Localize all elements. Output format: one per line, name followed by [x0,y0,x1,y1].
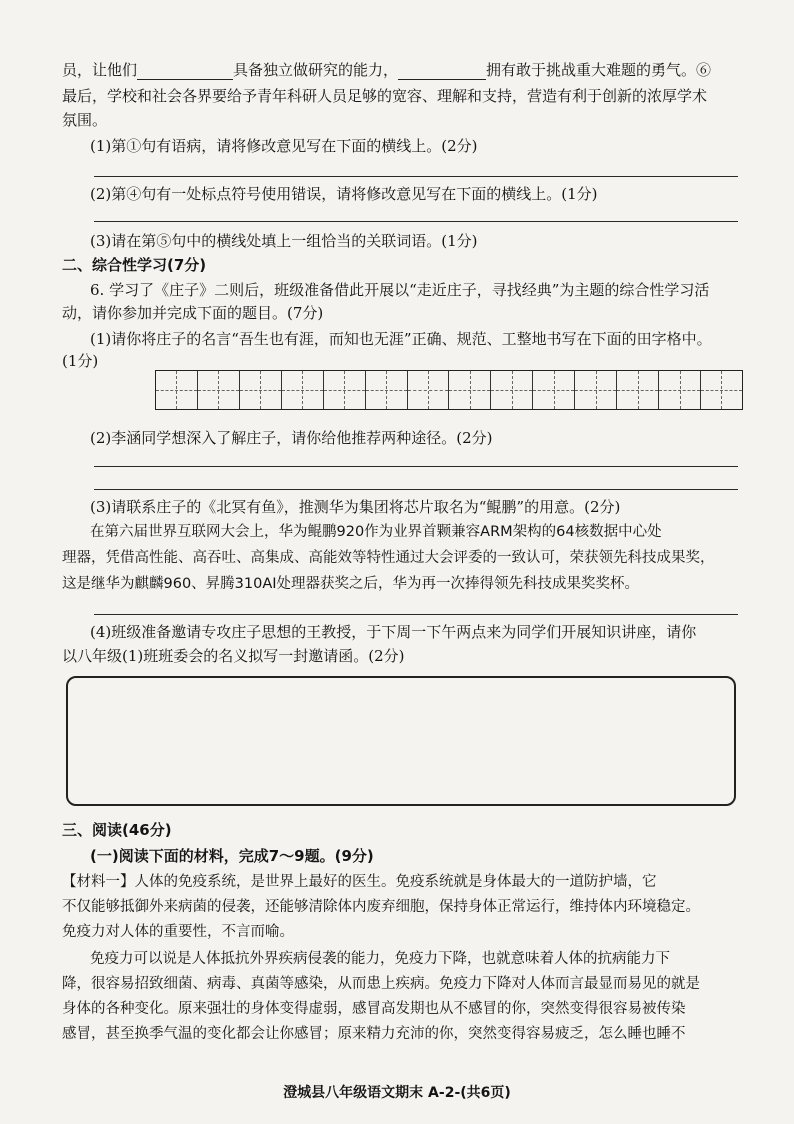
question-5-3: (3)请在第⑤句中的横线处填上一组恰当的关联词语。(1分) [90,232,478,250]
grid-cell[interactable] [198,371,240,409]
reading-subtitle: (一)阅读下面的材料，完成7～9题。(9分) [90,847,374,865]
tian-zi-ge-grid[interactable] [155,370,743,410]
grid-cell[interactable] [701,371,742,409]
question-6-4-line-2: 以八年级(1)班班委会的名义拟写一封邀请函。(2分) [62,647,405,665]
question-6-1-line-2: (1分) [62,352,99,370]
para2-line-1: 免疫力可以说是人体抵抗外界疾病侵袭的能力，免疫力下降，也就意味着人体的抗病能力下 [90,951,670,967]
passage-text: 员，让他们 [62,61,138,79]
passage-line-3: 氛围。 [62,111,108,129]
passage-line-1 [62,60,738,80]
invitation-answer-box[interactable] [66,676,736,806]
question-5-1: (1)第①句有语病，请将修改意见写在下面的横线上。(2分) [90,137,478,155]
answer-line-6-3[interactable] [94,614,738,615]
fill-blank-2[interactable] [398,63,486,80]
grid-cell[interactable] [659,371,701,409]
grid-cell[interactable] [366,371,408,409]
grid-cell[interactable] [491,371,533,409]
grid-cell[interactable] [449,371,491,409]
material1-line-3: 免疫力对人体的重要性，不言而喻。 [62,924,294,940]
passage-text: 具备独立做研究的能力， [233,61,399,79]
material-line-2: 理器，凭借高性能、高吞吐、高集成、高能效等特性通过大会评委的一致认可，荣获领先科技成果奖， [62,550,715,566]
section-2-title: 二、综合性学习(7分) [62,256,207,274]
answer-line-5-1[interactable] [94,176,738,177]
grid-cell[interactable] [575,371,617,409]
fill-blank-1[interactable] [137,63,233,80]
material1-line-2: 不仅能够抵御外来病菌的侵袭，还能够清除体内废弃细胞，保持身体正常运行，维持体内环境稳定。 [62,899,700,915]
passage-text: 拥有敢于挑战重大难题的勇气。⑥ [486,61,712,79]
grid-cell[interactable] [324,371,366,409]
question-6-2: (2)李涵同学想深入了解庄子，请你给他推荐两种途径。(2分) [90,429,493,447]
question-6-1-line-1: (1)请你将庄子的名言“吾生也有涯，而知也无涯”正确、规范、工整地书写在下面的田字格中。 [90,330,712,348]
para2-line-3: 身体的各种变化。原来强壮的身体变得虚弱，感冒高发期也从不感冒的你，突然变得很容易被传染 [62,1001,686,1017]
grid-cell[interactable] [533,371,575,409]
para2-line-4: 感冒，甚至换季气温的变化都会让你感冒；原来精力充沛的你，突然变得容易疲乏，怎么睡也睡不 [62,1026,686,1042]
grid-cell[interactable] [617,371,659,409]
grid-cell[interactable] [408,371,450,409]
para2-line-2: 降，很容易招致细菌、病毒、真菌等感染，从而患上疾病。免疫力下降对人体而言最显而易见的就是 [62,976,700,992]
material1-line-1: 【材料一】人体的免疫系统，是世界上最好的医生。免疫系统就是身体最大的一道防护墙，它 [62,874,657,890]
question-6-4-line-1: (4)班级准备邀请专攻庄子思想的王教授，于下周一下午两点来为同学们开展知识讲座，请你 [90,623,697,641]
section-3-title: 三、阅读(46分) [62,821,172,839]
question-6-line-2: 动，请你参加并完成下面的题目。(7分) [62,304,324,322]
page-footer: 澄城县八年级语文期末 A-2-(共6页) [283,1085,511,1101]
material-line-3: 这是继华为麒麟960、昇腾310AI处理器获奖之后，华为再一次捧得领先科技成果奖奖杯。 [62,576,640,592]
grid-cell[interactable] [156,371,198,409]
answer-line-6-2b[interactable] [94,489,738,490]
passage-line-2: 最后，学校和社会各界要给予青年科研人员足够的宽容、理解和支持，营造有利于创新的浓厚学术 [62,87,708,105]
grid-cell[interactable] [282,371,324,409]
question-5-2: (2)第④句有一处标点符号使用错误，请将修改意见写在下面的横线上。(1分) [90,185,598,203]
material-line-1: 在第六届世界互联网大会上，华为鲲鹏920作为业界首颗兼容ARM架构的64核数据中心处 [90,524,662,540]
question-6-3: (3)请联系庄子的《北冥有鱼》，推测华为集团将芯片取名为“鲲鹏”的用意。(2分) [90,498,621,516]
grid-cell[interactable] [240,371,282,409]
answer-line-6-2a[interactable] [94,466,738,467]
question-6-line-1: 6. 学习了《庄子》二则后，班级准备借此开展以“走近庄子，寻找经典”为主题的综合性学习活 [90,281,710,299]
answer-line-5-2[interactable] [94,221,738,222]
